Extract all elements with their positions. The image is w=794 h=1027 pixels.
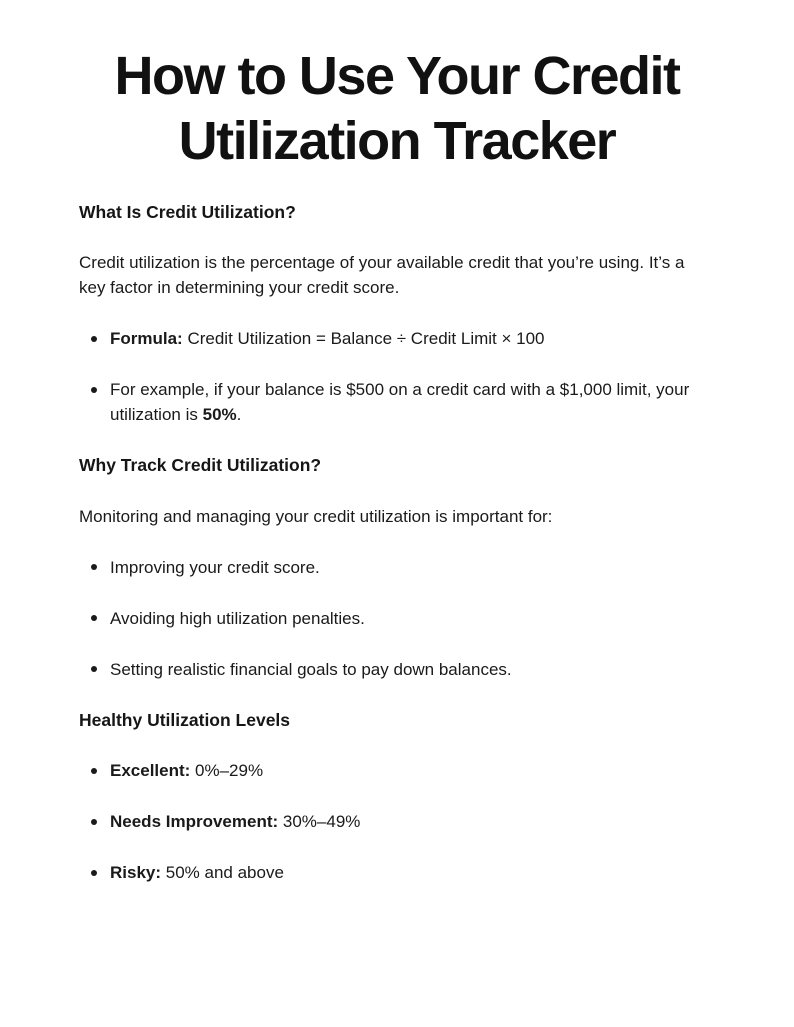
paragraph <box>79 504 715 529</box>
list-item <box>79 860 715 885</box>
section <box>79 200 715 428</box>
bullet-list <box>79 326 715 427</box>
list-item <box>79 377 715 427</box>
text-segment: Improving your credit score. <box>110 557 320 577</box>
text-segment: 50% and above <box>161 863 284 883</box>
bullet-list <box>79 758 715 885</box>
text-segment: For example, if your balance is $500 on a credit card with a $1,000 limit, your utilization is <box>110 380 690 425</box>
document-body <box>79 200 715 886</box>
text-segment: 30%–49% <box>278 812 361 832</box>
text-segment: Formula: <box>110 329 183 349</box>
text-segment: Credit utilization is the percentage of your available credit that you’re using. It’s a key factor in determining your credit score. <box>79 253 685 298</box>
text-segment: Credit Utilization = Balance ÷ Credit Limit × 100 <box>182 329 545 349</box>
text-segment: Avoiding high utilization penalties. <box>110 608 365 628</box>
section-heading: Healthy Utilization Levels <box>79 709 291 730</box>
list-item <box>79 326 715 351</box>
text-segment: Excellent: <box>110 761 191 781</box>
list-item <box>79 606 715 631</box>
section <box>79 708 715 886</box>
title-line: Utilization Tracker <box>178 110 616 171</box>
text-segment: Monitoring and managing your credit utilization is important for: <box>79 506 553 526</box>
text-segment: Risky: <box>110 863 162 883</box>
bullet-list <box>79 555 715 682</box>
list-item <box>79 758 715 783</box>
document-title <box>59 44 735 174</box>
text-segment: Needs Improvement: <box>110 812 279 832</box>
text-segment: 0%–29% <box>190 761 264 781</box>
section-heading: What Is Credit Utilization? <box>79 201 296 222</box>
text-segment: . <box>236 405 242 425</box>
section-heading: Why Track Credit Utilization? <box>79 455 322 476</box>
paragraph <box>79 250 715 300</box>
list-item <box>79 809 715 834</box>
title-line: How to Use Your Credit <box>114 46 680 106</box>
list-item <box>79 555 715 580</box>
list-item <box>79 657 715 682</box>
section <box>79 453 715 682</box>
text-segment: 50% <box>202 405 237 425</box>
text-segment: Setting realistic financial goals to pay down balances. <box>110 659 512 679</box>
